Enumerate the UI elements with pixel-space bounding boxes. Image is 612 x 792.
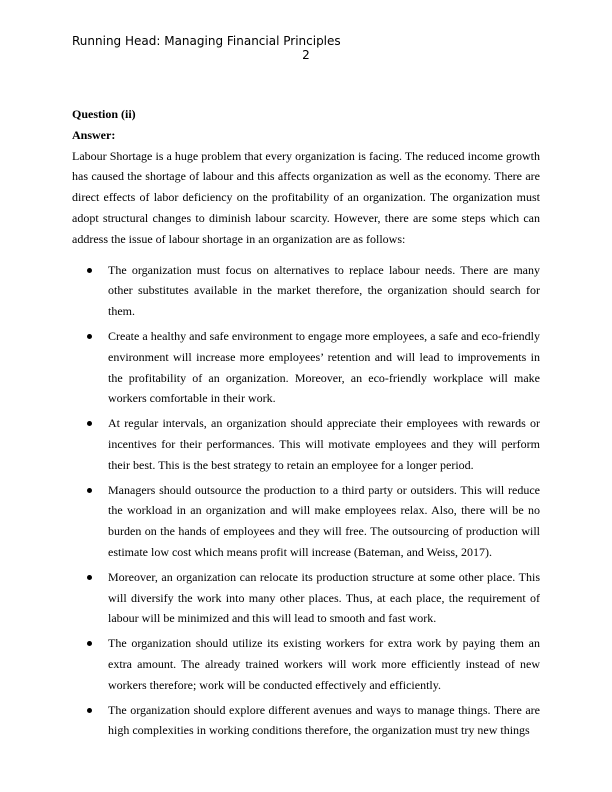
list-item — [72, 480, 540, 563]
list-item-text: The organization should utilize its existing workers for extra work by paying them an extra amount. The already trained workers will work more efficiently instead of new workers therefore; work will be conducted effectively and efficiently. — [108, 636, 540, 692]
list-item-text: Managers should outsource the production to a third party or outsiders. This will reduce the workload in an organization and will make employees relax. Also, there will be no burden on the hands of employees and they will free. The outsourcing of production will estimate low cost which means profit will increase (Bateman, and Weiss, 2017). — [108, 482, 540, 559]
bullet-list — [72, 260, 540, 742]
list-item-text: Create a healthy and safe environment to engage more employees, a safe and eco-friendly environment will increase more employees’ retention and will lead to improvements in the profitability of an organization. Moreover, an eco-friendly workplace will make workers comfortable in their work. — [108, 328, 540, 406]
bullet-icon — [87, 641, 92, 646]
bullet-icon — [87, 575, 92, 580]
bullet-icon — [87, 708, 92, 713]
list-item — [72, 567, 540, 629]
list-item — [72, 326, 540, 409]
document-body — [72, 104, 540, 745]
list-item-text: At regular intervals, an organization should appreciate their employees with rewards or incentives for their performances. This will motivate employees and they will perform their best. This is the best strategy to retain an employee for a longer period. — [108, 416, 540, 472]
bullet-icon — [87, 488, 92, 493]
list-item-text: The organization should explore different avenues and ways to manage things. There are high complexities in working conditions therefore, the organization must try new things — [108, 702, 540, 738]
bullet-icon — [87, 334, 92, 339]
bullet-icon — [87, 421, 92, 426]
list-item-text: Moreover, an organization can relocate its production structure at some other place. This will diversify the work into many other places. Thus, at each place, the requirement of labour will be minimized and this will lead to smooth and fast work. — [108, 569, 540, 626]
question-heading: Question (ii) — [72, 107, 136, 121]
list-item — [72, 633, 540, 695]
running-head: Running Head: Managing Financial Principles — [72, 34, 341, 48]
intro-paragraph: Labour Shortage is a huge problem that every organization is facing. The reduced income growth has caused the shortage of labour and this affects organization as well as the economy. There are direct effects of labor deficiency on the profitability of an organization. The organization must adopt structural changes to diminish labour scarcity. However, there are some steps which can address the issue of labour shortage in an organization are as follows: — [72, 148, 540, 246]
answer-heading: Answer: — [72, 127, 116, 142]
list-item — [72, 700, 540, 742]
page-number: 2 — [302, 48, 310, 62]
bullet-icon — [87, 268, 92, 273]
list-item — [72, 413, 540, 475]
list-item — [72, 260, 540, 322]
list-item-text: The organization must focus on alternatives to replace labour needs. There are many other substitutes available in the market therefore, the organization should search for them. — [108, 262, 540, 319]
